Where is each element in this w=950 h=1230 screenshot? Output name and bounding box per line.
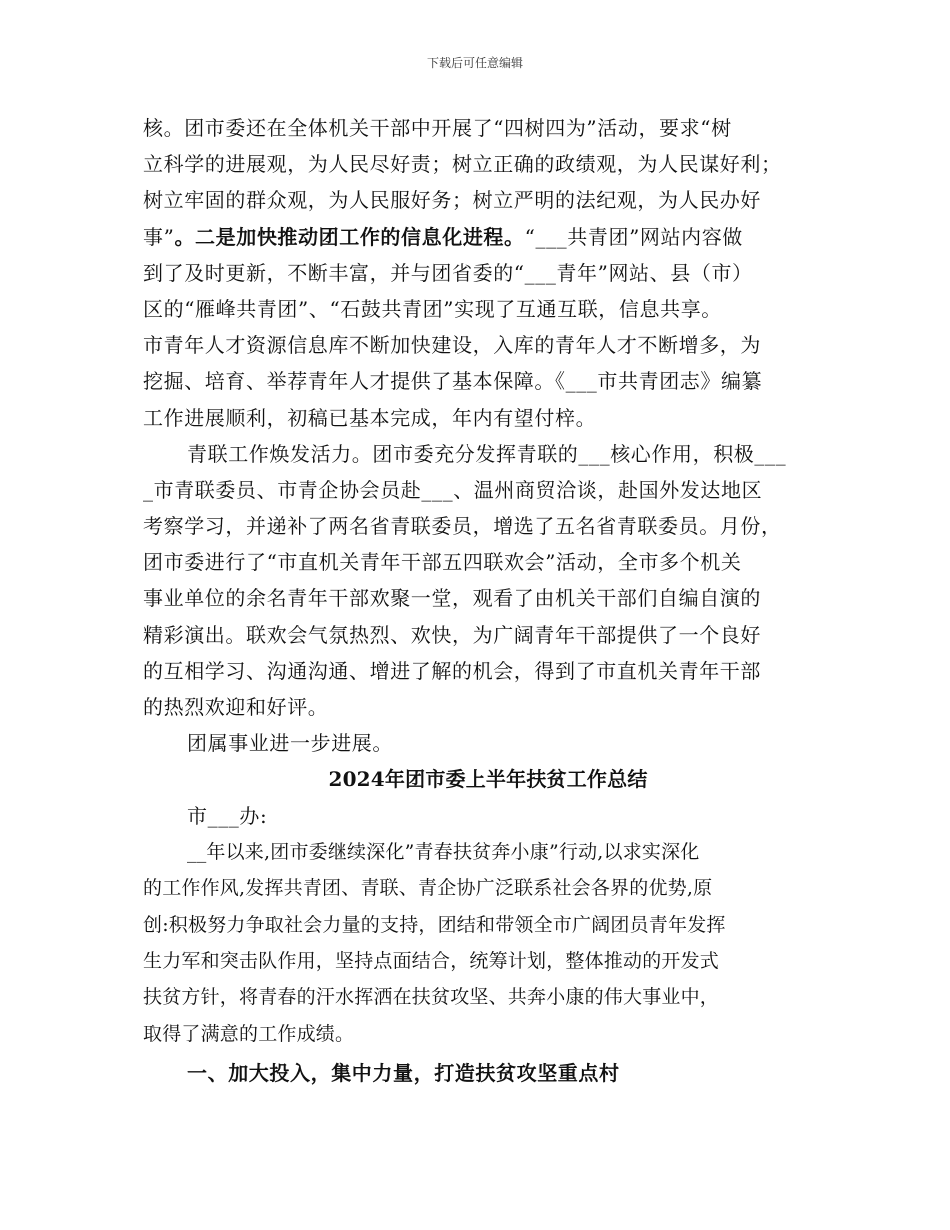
bold-text-run: 。二是加快推动团工作的信息化进程。 (174, 224, 525, 249)
page-header: 下载后可任意编辑 (426, 56, 523, 70)
text-line: 青联工作焕发活力。团市委充分发挥青联的___核心作用，积极___ (187, 441, 787, 466)
text-line: 立科学的进展观，为人民尽好责；树立正确的政绩观，为人民谋好利； (143, 152, 782, 177)
text-line: 工作进展顺利，初稿已基本完成，年内有望付梓。 (143, 405, 597, 430)
text-line: 树立牢固的群众观，为人民服好务；树立严明的法纪观，为人民办好 (143, 188, 761, 213)
document-body (143, 110, 833, 1091)
text-line: 创:积极努力争取社会力量的支持，团结和带领全市广阔团员青年发挥 (143, 913, 726, 936)
text-line: 考察学习，并递补了两名省青联委员，增选了五名省青联委员。月份， (143, 514, 782, 539)
text-line: 事业单位的余名青年干部欢聚一堂，观看了由机关干部们自编自演的 (143, 586, 761, 611)
salutation: 市___办: (187, 803, 268, 828)
document-title: 2024年团市委上半年扶贫工作总结 (328, 767, 648, 792)
text-line: 挖掘、培育、举荐青年人才提供了基本保障。《___市共青团志》编纂 (143, 369, 763, 394)
text-line: 生力军和突击队作用，坚持点面结合，统筹计划，整体推动的开发式 (143, 949, 720, 972)
text-line: 精彩演出。联欢会气氛热烈、欢快，为广阔青年干部提供了一个良好 (143, 622, 761, 647)
text-line: 区的“雁峰共青团”、“石鼓共青团”实现了互通互联，信息共享。 (143, 296, 722, 321)
text-line: 团属事业进一步进展。 (187, 731, 393, 756)
text-line: __年以来,团市委继续深化”青春扶贫奔小康”行动,以求实深化 (187, 840, 700, 863)
text-line: 到了及时更新，不断丰富，并与团省委的“___青年”网站、县（市） (143, 260, 753, 285)
text-line: 的互相学习、沟通沟通、增进了解的机会，得到了市直机关青年干部 (143, 658, 761, 683)
text-line: 团市委进行了“市直机关青年干部五四联欢会”活动，全市多个机关 (143, 550, 742, 575)
text-line: 市青年人才资源信息库不断加快建设，入库的青年人才不断增多，为 (143, 333, 761, 358)
text-line: 扶贫方针，将青春的汗水挥洒在扶贫攻坚、共奔小康的伟大事业中， (143, 986, 720, 1009)
text-line-mixed (143, 219, 833, 255)
text-line: 的工作作风,发挥共青团、青联、青企协广泛联系社会各界的优势,原 (143, 877, 713, 900)
text-line: 取得了满意的工作成绩。 (143, 1022, 355, 1045)
text-line: _市青联委员、市青企协会员赴___、温州商贸洽谈，赴国外发达地区 (143, 477, 763, 502)
text-line: 核。团市委还在全体机关干部中开展了“四树四为”活动，要求“树 (143, 116, 732, 140)
text-line: 的热烈欢迎和好评。 (143, 695, 329, 719)
section-heading: 一、加大投入，集中力量，打造扶贫攻坚重点村 (187, 1061, 620, 1086)
text-run: “___共青团”网站内容做 (524, 224, 743, 249)
text-run: 事” (143, 224, 175, 249)
